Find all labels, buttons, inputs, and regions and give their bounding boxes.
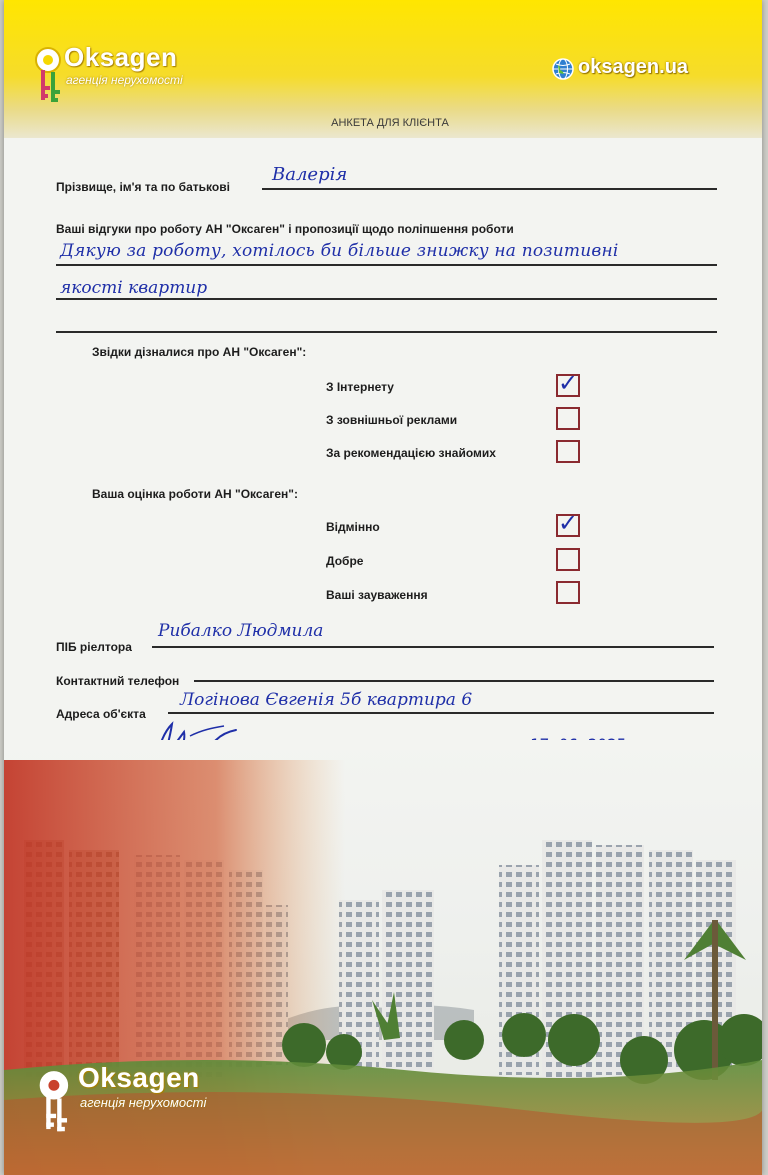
rating-option-good-label: Добре xyxy=(326,554,364,568)
oksagen-logo xyxy=(34,40,184,112)
logo-subtitle: агенція нерухомості xyxy=(66,73,183,87)
phone-line xyxy=(194,680,714,682)
website-url: oksagen.ua xyxy=(578,56,689,78)
rating-option-excellent-label: Відмінно xyxy=(326,520,380,534)
address-value: Логінова Євгенія 5б квартира 6 xyxy=(180,690,473,710)
feedback-text-line-2: якості квартир xyxy=(60,278,208,298)
globe-icon xyxy=(552,58,574,80)
rating-option-remarks-label: Ваші зауваження xyxy=(326,588,428,602)
footer-logo-subtitle: агенція нерухомості xyxy=(80,1095,207,1110)
address-line xyxy=(168,712,714,714)
tick-mark: ✓ xyxy=(558,369,579,397)
client-questionnaire-sheet xyxy=(4,0,762,1175)
feedback-text-line-1: Дякую за роботу, хотілось би більше знижку на позитивні xyxy=(60,241,619,261)
name-line xyxy=(262,188,717,190)
name-value: Валерія xyxy=(272,164,348,185)
realtor-label: ПІБ ріелтора xyxy=(56,640,132,654)
realtor-value: Рибалко Людмила xyxy=(158,621,324,641)
header-band xyxy=(4,0,762,138)
rating-question-label: Ваша оцінка роботи АН "Оксаген": xyxy=(92,487,298,501)
name-label: Прізвище, ім'я та по батькові xyxy=(56,180,230,194)
source-internet-checkbox[interactable] xyxy=(556,369,580,397)
feedback-line-2 xyxy=(56,298,717,300)
address-label: Адреса об'єкта xyxy=(56,707,146,721)
source-option-recommendation-label: За рекомендацією знайомих xyxy=(326,446,496,460)
source-option-internet-label: З Інтернету xyxy=(326,380,394,394)
source-outdoor-ads-checkbox[interactable] xyxy=(556,407,580,430)
keys-icon xyxy=(38,1070,72,1140)
realtor-line xyxy=(152,646,714,648)
keys-icon xyxy=(34,46,64,110)
source-question-label: Звідки дізналися про АН "Оксаген": xyxy=(92,345,307,359)
tick-mark: ✓ xyxy=(558,509,579,537)
source-recommendation-checkbox[interactable] xyxy=(556,440,580,463)
feedback-line-3 xyxy=(56,331,717,333)
phone-label: Контактний телефон xyxy=(56,674,180,688)
logo-wordmark: Oksagen xyxy=(64,42,178,72)
rating-remarks-checkbox[interactable] xyxy=(556,581,580,604)
footer-oksagen-logo xyxy=(38,1062,228,1142)
feedback-label: Ваші відгуки про роботу АН "Оксаген" і пропозиції щодо поліпшення роботи xyxy=(56,222,514,236)
footer-logo-wordmark: Oksagen xyxy=(78,1062,200,1093)
rating-excellent-checkbox[interactable] xyxy=(556,509,580,537)
rating-good-checkbox[interactable] xyxy=(556,548,580,571)
source-option-outdoor-ads-label: З зовнішньої реклами xyxy=(326,413,458,427)
feedback-line-1 xyxy=(56,264,717,266)
form-title: АНКЕТА ДЛЯ КЛІЄНТА xyxy=(331,117,449,129)
